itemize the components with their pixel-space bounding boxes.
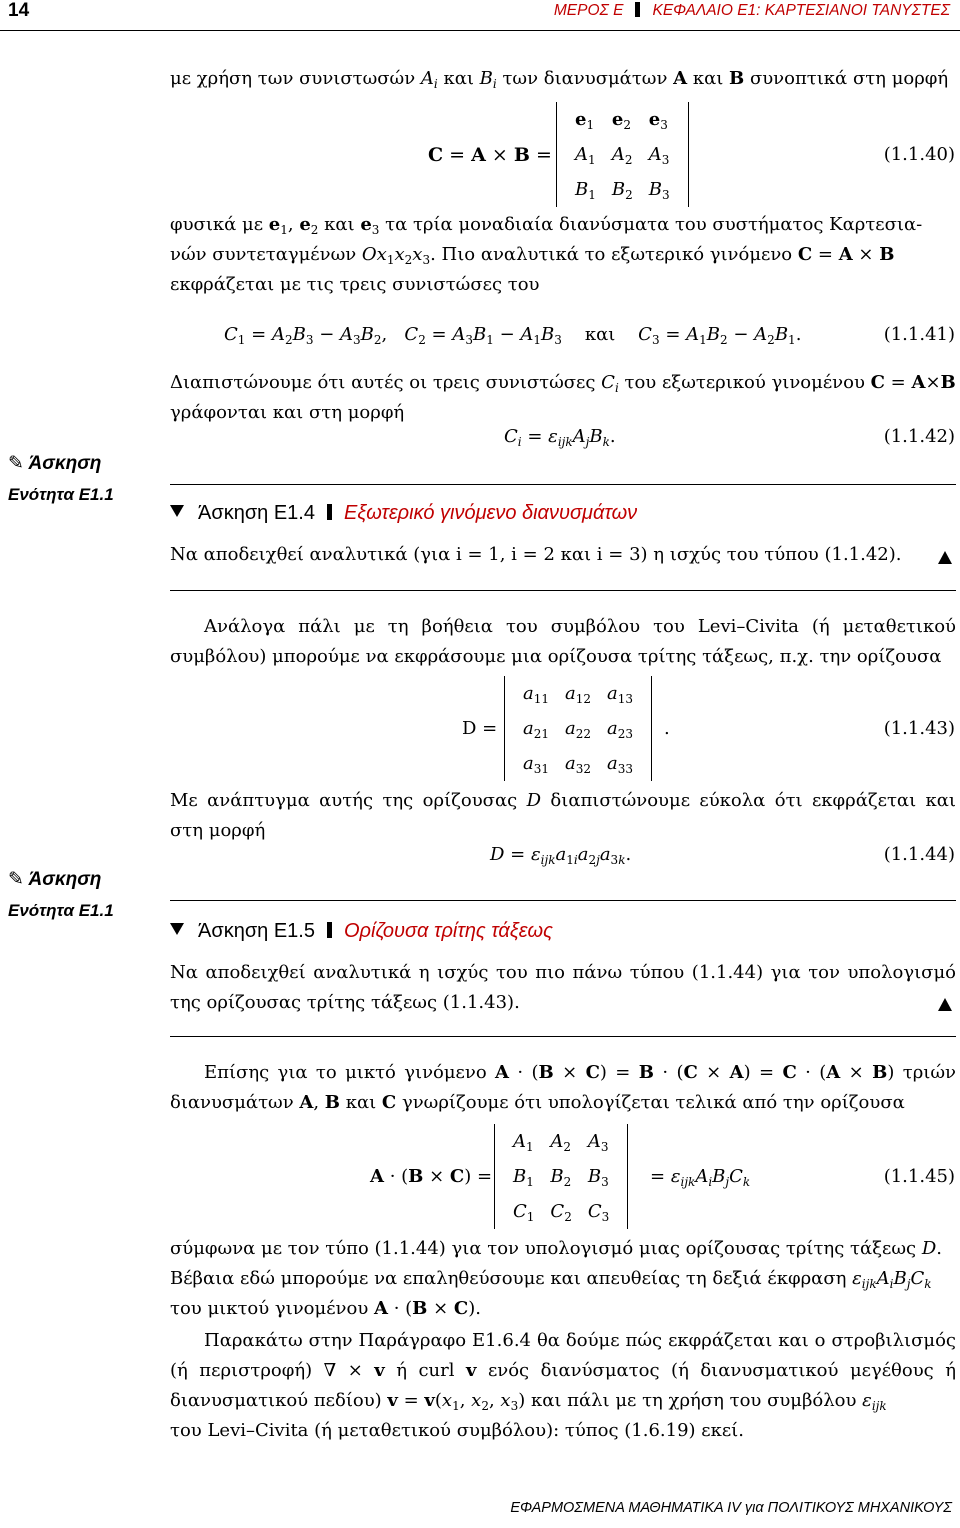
para2-text-3: τα τρία μοναδιαία διανύσματα του συστήματος Καρτεσια- (379, 214, 923, 235)
eq-period: . (664, 718, 670, 739)
triangle-down-icon (170, 505, 184, 517)
exercise-end (938, 548, 952, 569)
para2-text-6: εκφράζεται με τις τρεις συνιστώσες του (170, 274, 540, 295)
paragraph-6: Επίσης για το μικτό γινόμενο A · (B × C) = B · (C × A) = C · (A × B) τριών διανυσμάτων A, B και C γνωρίζουμε ότι υπολογίζεται τελικά από την ορίζουσα (170, 1062, 956, 1113)
para2-text-1: φυσικά με (170, 214, 269, 235)
para1-text-5: συνοπτικά στη μορφή (744, 68, 949, 89)
exercise-body (170, 958, 956, 1018)
margin-note-section: Ενότητα Ε1.1 (8, 485, 114, 504)
para7-text-2: Βέβαια εδώ μπορούμε να επαληθεύσουμε και απευθείας τη δεξιά έκφραση (170, 1268, 853, 1289)
para1-text-1: με χρήση των συνιστωσών (170, 68, 421, 89)
exercise-rule (170, 484, 956, 485)
eq-1-1-43-lhs: D = (462, 718, 498, 739)
eq-number: (1.1.42) (883, 426, 955, 447)
page-number: 14 (8, 0, 30, 21)
eq-1-1-45-rhs: = $\varepsilon_{ijk}A_iB_jC_k$ (650, 1166, 751, 1189)
eq-1-1-45-determinant: $A_1$ $A_2$ $A_3$ $B_1$ $B_2$ $B_3$ $C_1$ $C_2$ $C_3$ (494, 1124, 628, 1229)
triangle-down-icon (170, 923, 184, 935)
header-rule (0, 30, 960, 31)
paragraph-3: Διαπιστώνουμε ότι αυτές οι τρεις συνιστώσες $C_i$ του εξωτερικού γινομένου C = A×B γράφονται και στη μορφή (170, 372, 956, 423)
para7-text-1: σύμφωνα με τον τύπο (1.1.44) για τον υπολογισμό μιας ορίζουσας τρίτης τάξεως (170, 1238, 922, 1259)
eq-and: και (584, 324, 616, 345)
para5-text-1: Με ανάπτυγμα αυτής της ορίζουσας (170, 790, 527, 811)
triangle-up-icon (938, 551, 952, 564)
para8-text-3: ενός διανύσματος (ή διανυσματικού μεγέθους ή διανυσματικού πεδίου) (170, 1360, 957, 1411)
eq-number: (1.1.44) (883, 844, 955, 865)
paragraph-1: με χρήση των συνιστωσών $A_i$ και $B_i$ των διανυσμάτων A και B συνοπτικά στη μορφή (170, 68, 949, 91)
pencil-icon: ✎ (8, 869, 24, 890)
para6-text-2: τριών διανυσμάτων (170, 1062, 956, 1113)
margin-note-label: Άσκηση (28, 869, 102, 890)
exercise-label: Άσκηση Ε1.5 (198, 920, 315, 942)
paragraph-4 (170, 612, 956, 672)
para3-text-2: του εξωτερικού γινομένου (618, 372, 871, 393)
para7-text-3: του μικτού γινομένου (170, 1298, 374, 1319)
para5-text-2: διαπιστώνουμε εύκολα ότι εκφράζεται και στη μορφή (170, 790, 956, 841)
pencil-icon: ✎ (8, 453, 24, 474)
para8-text-5: του Levi–Civita (ή μεταθετικού συμβόλου): τύπος (1.6.19) εκεί. (170, 1420, 744, 1441)
para3-text-1: Διαπιστώνουμε ότι αυτές οι τρεις συνιστώσες (170, 372, 602, 393)
eq-1-1-44: $D = \varepsilon_{ijk}a_{1i}a_{2j}a_{3k}$. (490, 844, 632, 867)
exercise-body (170, 540, 956, 570)
exercise-rule (170, 900, 956, 901)
exercise-label: Άσκηση Ε1.4 (198, 502, 315, 524)
exercise-title: Ορίζουσα τρίτης τάξεως (343, 920, 553, 942)
eq-1-1-40-lhs: C = A × B = (428, 144, 552, 166)
eq-1-1-45-lhs: A · (B × C) = (370, 1166, 493, 1187)
eq-1-1-42: $C_i = \varepsilon_{ijk}A_jB_k$. (504, 426, 616, 449)
margin-note-section: Ενότητα Ε1.1 (8, 901, 114, 920)
heading-separator (327, 504, 332, 520)
page-footer: ΕΦΑΡΜΟΣΜΕΝΑ ΜΑΘΗΜΑΤΙΚΑ IV για ΠΟΛΙΤΙΚΟΥΣ ΜΗΧΑΝΙΚΟΥΣ (510, 1500, 952, 1516)
chapter-label: ΚΕΦΑΛΑΙΟ Ε1: ΚΑΡΤΕΣΙΑΝΟΙ ΤΑΝΥΣΤΕΣ (652, 2, 950, 19)
eq-number: (1.1.41) (883, 324, 955, 345)
running-header (554, 2, 950, 20)
exercise-body-text: Να αποδειχθεί αναλυτικά (για i = 1, i = 2 και i = 3) η ισχύς του τύπου (1.1.42). (170, 544, 902, 565)
para4-text: Ανάλογα πάλι με τη βοήθεια του συμβόλου του Levi–Civita (ή μεταθετικού συμβόλου) μπορούμε να εκφράσουμε μια ορίζουσα τρίτης τάξεως, π.χ. την ορίζουσα (170, 616, 956, 667)
heading-separator (327, 922, 332, 938)
margin-note-exercise (8, 868, 114, 921)
eq-number: (1.1.45) (883, 1166, 955, 1187)
exercise-rule (170, 1036, 956, 1037)
para2-text-5: . Πιο αναλυτικά το εξωτερικό γινόμενο (430, 244, 798, 265)
eq-number: (1.1.43) (883, 718, 955, 739)
triangle-up-icon (938, 998, 952, 1011)
para8-text-4: και πάλι με τη χρήση του συμβόλου (525, 1390, 863, 1411)
margin-note-label: Άσκηση (28, 453, 102, 474)
paragraph-5: Με ανάπτυγμα αυτής της ορίζουσας D διαπιστώνουμε εύκολα ότι εκφράζεται και στη μορφή (170, 790, 956, 841)
para1-text-3: των διανυσμάτων (496, 68, 674, 89)
exercise-body-text: Να αποδειχθεί αναλυτικά η ισχύς του πιο πάνω τύπου (1.1.44) για τον υπολογισμό της ορίζουσας τρίτης τάξεως (1.1.43). (170, 962, 956, 1013)
para2-text-4: νών συντεταγμένων (170, 244, 362, 265)
paragraph-7: σύμφωνα με τον τύπο (1.1.44) για τον υπολογισμό μιας ορίζουσας τρίτης τάξεως D. Βέβαια εδώ μπορούμε να επαληθεύσουμε και απευθείας τη δεξιά έκφραση $\varepsilon_{ijk}A_iB_jC_k$ του μικτού γινομένου A · (B × C). (170, 1238, 943, 1319)
para1-text-2: και (437, 68, 480, 89)
eq-number: (1.1.40) (883, 144, 955, 165)
eq-1-1-41: $C_1 = A_2B_3 - A_3B_2$, $C_2 = A_3B_1 - A_1B_3$ και $C_3 = A_1B_2 - A_2B_1$. (224, 324, 802, 347)
para6-text-3: γνωρίζουμε ότι υπολογίζεται τελικά από την ορίζουσα (396, 1092, 905, 1113)
exercise-title: Εξωτερικό γινόμενο διανυσμάτων (343, 502, 638, 524)
eq-1-1-40-determinant: $e_1$ $e_2$ $e_3$ $A_1$ $A_2$ $A_3$ $B_1$ $B_2$ $B_3$ (556, 102, 689, 207)
paragraph-8: Παρακάτω στην Παράγραφο Ε1.6.4 θα δούμε πώς εκφράζεται και ο στροβιλισμός (ή περιστροφή) ∇ × v ή curl v ενός διανύσματος (ή διανυσματικού μεγέθους ή διανυσματικού πεδίου) $v = v(x_1$, $x_2$, $x_3$) και πάλι με τη χρήση του συμβόλου $\varepsilon_{ijk}$ του Levi–Civita (ή μεταθετικού συμβόλου): τύπος (1.6.19) εκεί. (170, 1330, 957, 1441)
paragraph-2: φυσικά με $e_1$, $e_2$ και $e_3$ τα τρία μοναδιαία διανύσματα του συστήματος Καρτεσια- νών συντεταγμένων $Ox_1x_2x_3$. Πιο αναλυτικά το εξωτερικό γινόμενο C = A × B εκφράζεται με τις τρεις συνιστώσες του (170, 214, 923, 295)
exercise-rule (170, 590, 956, 591)
eq-1-1-43-determinant: $a_{11}$ $a_{12}$ $a_{13}$ $a_{21}$ $a_{22}$ $a_{23}$ $a_{31}$ $a_{32}$ $a_{33}$ (504, 676, 652, 781)
exercise-heading (170, 502, 637, 525)
exercise-heading (170, 920, 553, 943)
header-separator (635, 2, 640, 17)
para3-text-3: γράφονται και στη μορφή (170, 402, 405, 423)
section-label: ΜΕΡΟΣ Ε (553, 2, 624, 19)
para1-text-4: και (687, 68, 730, 89)
margin-note-exercise (8, 452, 114, 505)
para2-text-2: και (318, 214, 361, 235)
para8-text-1: Παρακάτω στην Παράγραφο Ε1.6.4 θα δούμε πώς εκφράζεται και ο στροβιλισμός (ή περιστροφή) (170, 1330, 956, 1381)
para6-text-1: Επίσης για το μικτό γινόμενο (204, 1062, 496, 1083)
exercise-end (938, 995, 952, 1016)
para8-text-2: ή curl (384, 1360, 466, 1381)
